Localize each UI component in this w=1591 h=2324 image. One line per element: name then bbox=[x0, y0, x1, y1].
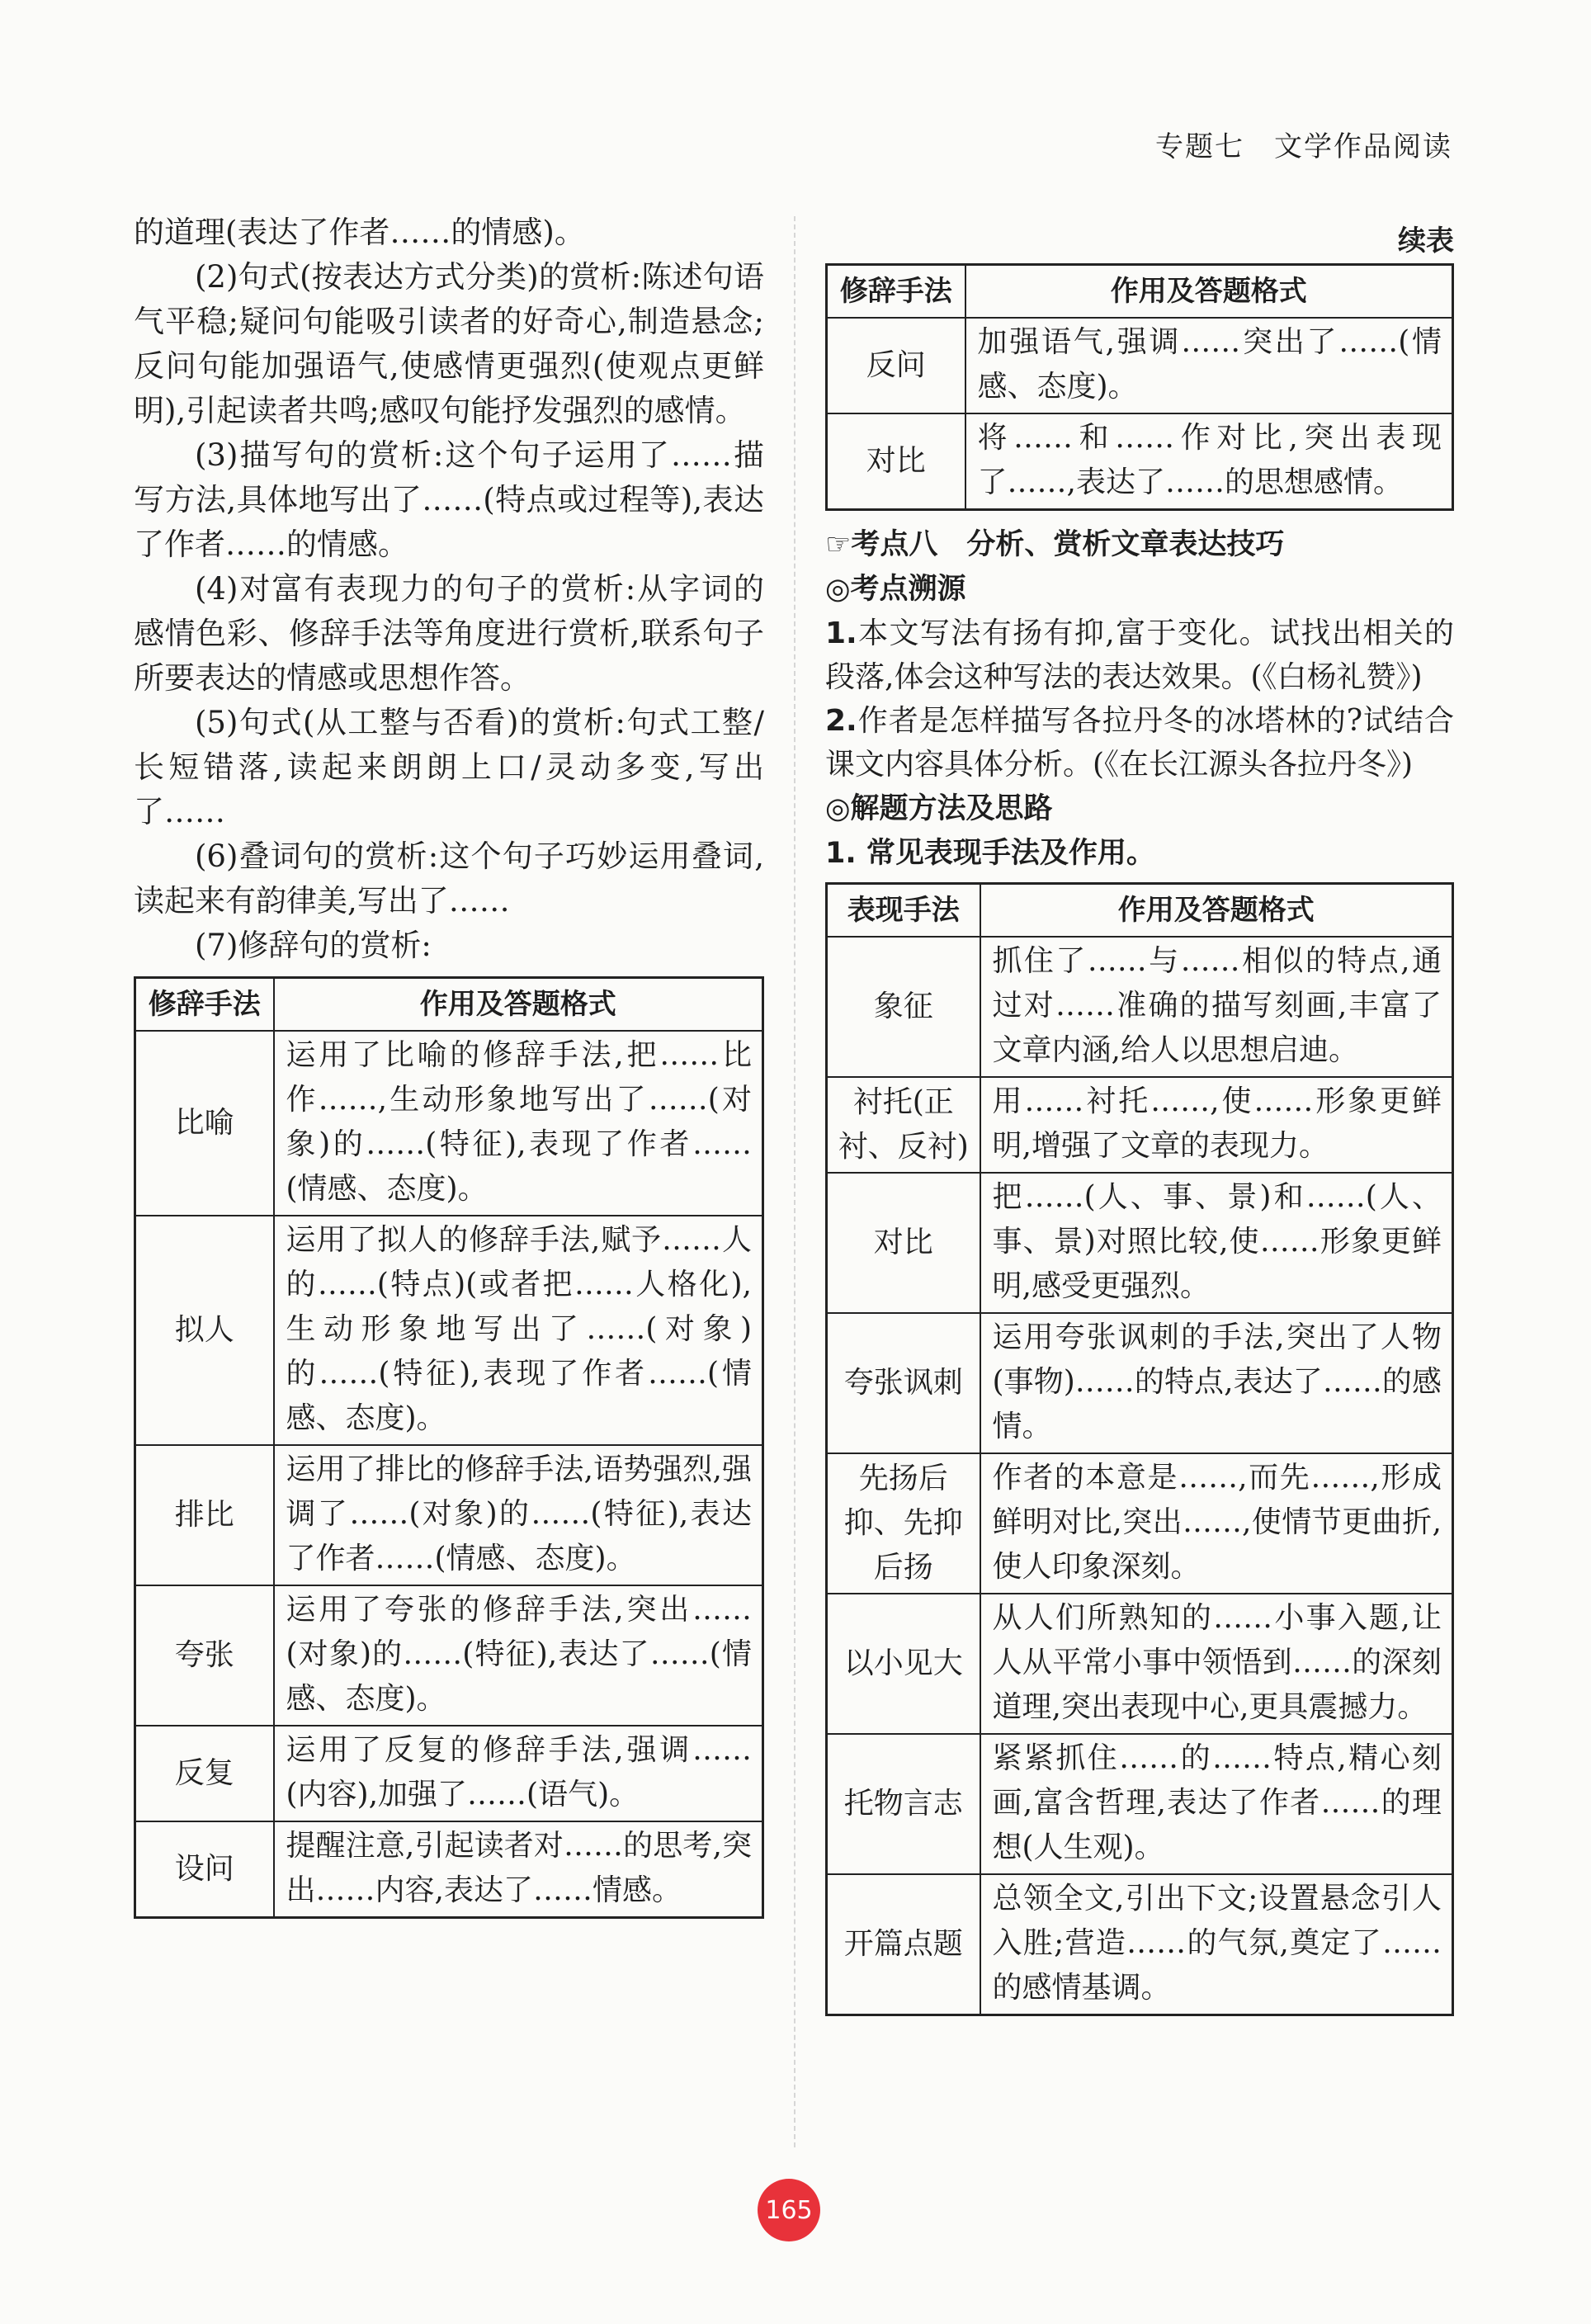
technique-name: 开篇点题 bbox=[827, 1874, 980, 2015]
continued-label: 续表 bbox=[1398, 224, 1454, 257]
method-heading: ◎解题方法及思路 bbox=[825, 792, 1053, 825]
table-row bbox=[827, 1594, 1453, 1734]
table-row bbox=[827, 937, 1453, 1077]
paragraph: (2)句式(按表达方式分类)的赏析:陈述句语气平稳;疑问句能吸引读者的好奇心,制造悬念;反问句能加强语气,使感情更强烈(使观点更鲜明),引起读者共鸣;感叹句能抒发强烈的感情。 bbox=[134, 259, 764, 428]
technique-desc: 提醒注意,引起读者对……的思考,突出……内容,表达了……情感。 bbox=[274, 1821, 763, 1918]
table-header: 作用及答题格式 bbox=[980, 884, 1453, 938]
technique-desc: 运用了夸张的修辞手法,突出……(对象)的……(特征),表达了……(情感、态度)。 bbox=[274, 1585, 763, 1726]
technique-name: 托物言志 bbox=[827, 1734, 980, 1874]
table-row bbox=[827, 1734, 1453, 1874]
technique-desc: 作者的本意是……,而先……,形成鲜明对比,突出……,使情节更曲折,使人印象深刻。 bbox=[980, 1453, 1453, 1594]
technique-name: 设问 bbox=[135, 1821, 274, 1918]
paragraph: (5)句式(从工整与否看)的赏析:句式工整/长短错落,读起来朗朗上口/灵动多变,写出了…… bbox=[134, 705, 764, 829]
question-item bbox=[825, 612, 1454, 699]
table-row bbox=[135, 1726, 763, 1821]
table-header: 作用及答题格式 bbox=[965, 265, 1453, 319]
source-heading: ◎考点溯源 bbox=[825, 573, 966, 606]
question-text: 作者是怎样描写各拉丹冬的冰塔林的?试结合课文内容具体分析。(《在长江源头各拉丹冬》) bbox=[825, 704, 1454, 782]
table-row bbox=[827, 413, 1453, 510]
method-subheading: 1. 常见表现手法及作用。 bbox=[825, 837, 1155, 870]
technique-desc: 运用了排比的修辞手法,语势强烈,强调了……(对象)的……(特征),表达了作者……(情感、态度)。 bbox=[274, 1445, 763, 1585]
section-title: ☞考点八 分析、赏析文章表达技巧 bbox=[825, 528, 1285, 561]
technique-name: 夸张讽刺 bbox=[827, 1313, 980, 1453]
technique-name: 以小见大 bbox=[827, 1594, 980, 1734]
technique-name: 夸张 bbox=[135, 1585, 274, 1726]
page-number: 165 bbox=[758, 2179, 820, 2241]
paragraph: (7)修辞句的赏析: bbox=[195, 928, 432, 963]
table-row bbox=[135, 1445, 763, 1585]
technique-desc: 把……(人、事、景)和……(人、事、景)对照比较,使……形象更鲜明,感受更强烈。 bbox=[980, 1173, 1453, 1313]
technique-name: 对比 bbox=[827, 1173, 980, 1313]
table-row bbox=[135, 1821, 763, 1918]
table-row bbox=[827, 1874, 1453, 2015]
technique-desc: 加强语气,强调……突出了……(情感、态度)。 bbox=[965, 318, 1453, 413]
table-row bbox=[135, 1585, 763, 1726]
technique-name: 先扬后抑、先抑后扬 bbox=[827, 1453, 980, 1594]
rhetoric-table-continued bbox=[825, 263, 1454, 511]
technique-desc: 从人们所熟知的……小事入题,让人从平常小事中领悟到……的深刻道理,突出表现中心,更具震撼力。 bbox=[980, 1594, 1453, 1734]
technique-desc: 将……和……作对比,突出表现了……,表达了……的思想感情。 bbox=[965, 413, 1453, 510]
question-number: 1. bbox=[825, 616, 857, 650]
right-column bbox=[825, 219, 1454, 2016]
technique-name: 拟人 bbox=[135, 1216, 274, 1445]
column-divider bbox=[794, 216, 796, 2147]
table-row bbox=[827, 1313, 1453, 1453]
page-header: 专题七 文学作品阅读 bbox=[1155, 130, 1452, 163]
rhetoric-table bbox=[134, 976, 764, 1919]
technique-name: 对比 bbox=[827, 413, 965, 510]
table-row bbox=[827, 1453, 1453, 1594]
table-row bbox=[827, 1077, 1453, 1173]
question-number: 2. bbox=[825, 704, 857, 738]
table-header: 修辞手法 bbox=[827, 265, 965, 319]
expression-technique-table bbox=[825, 882, 1454, 2016]
technique-desc: 运用了反复的修辞手法,强调……(内容),加强了……(语气)。 bbox=[274, 1726, 763, 1821]
paragraph: 的道理(表达了作者……的情感)。 bbox=[134, 215, 585, 250]
table-header: 作用及答题格式 bbox=[274, 978, 763, 1032]
left-column bbox=[134, 210, 764, 1919]
technique-name: 排比 bbox=[135, 1445, 274, 1585]
paragraph: (4)对富有表现力的句子的赏析:从字词的感情色彩、修辞手法等角度进行赏析,联系句子所要表达的情感或思想作答。 bbox=[134, 571, 764, 696]
technique-name: 衬托(正衬、反衬) bbox=[827, 1077, 980, 1173]
technique-name: 象征 bbox=[827, 937, 980, 1077]
question-item bbox=[825, 699, 1454, 786]
technique-desc: 运用了拟人的修辞手法,赋予……人的……(特点)(或者把……人格化),生动形象地写出了……(对象)的……(特征),表现了作者……(情感、态度)。 bbox=[274, 1216, 763, 1445]
paragraph: (6)叠词句的赏析:这个句子巧妙运用叠词,读起来有韵律美,写出了…… bbox=[134, 838, 764, 919]
table-row bbox=[827, 318, 1453, 413]
table-row bbox=[135, 1031, 763, 1216]
technique-desc: 用……衬托……,使……形象更鲜明,增强了文章的表现力。 bbox=[980, 1077, 1453, 1173]
technique-desc: 运用了比喻的修辞手法,把……比作……,生动形象地写出了……(对象)的……(特征),表现了作者……(情感、态度)。 bbox=[274, 1031, 763, 1216]
table-header: 修辞手法 bbox=[135, 978, 274, 1032]
paragraph: (3)描写句的赏析:这个句子运用了……描写方法,具体地写出了……(特点或过程等),表达了作者……的情感。 bbox=[134, 437, 764, 562]
technique-desc: 运用夸张讽刺的手法,突出了人物(事物)……的特点,表达了……的感情。 bbox=[980, 1313, 1453, 1453]
question-text: 本文写法有扬有抑,富于变化。试找出相关的段落,体会这种写法的表达效果。(《白杨礼赞》) bbox=[825, 616, 1454, 694]
table-row bbox=[827, 1173, 1453, 1313]
technique-name: 反问 bbox=[827, 318, 965, 413]
technique-desc: 总领全文,引出下文;设置悬念引人入胜;营造……的气氛,奠定了……的感情基调。 bbox=[980, 1874, 1453, 2015]
table-row bbox=[135, 1216, 763, 1445]
technique-name: 比喻 bbox=[135, 1031, 274, 1216]
table-header: 表现手法 bbox=[827, 884, 980, 938]
technique-desc: 紧紧抓住……的……特点,精心刻画,富含哲理,表达了作者……的理想(人生观)。 bbox=[980, 1734, 1453, 1874]
technique-name: 反复 bbox=[135, 1726, 274, 1821]
technique-desc: 抓住了……与……相似的特点,通过对……准确的描写刻画,丰富了文章内涵,给人以思想启迪。 bbox=[980, 937, 1453, 1077]
